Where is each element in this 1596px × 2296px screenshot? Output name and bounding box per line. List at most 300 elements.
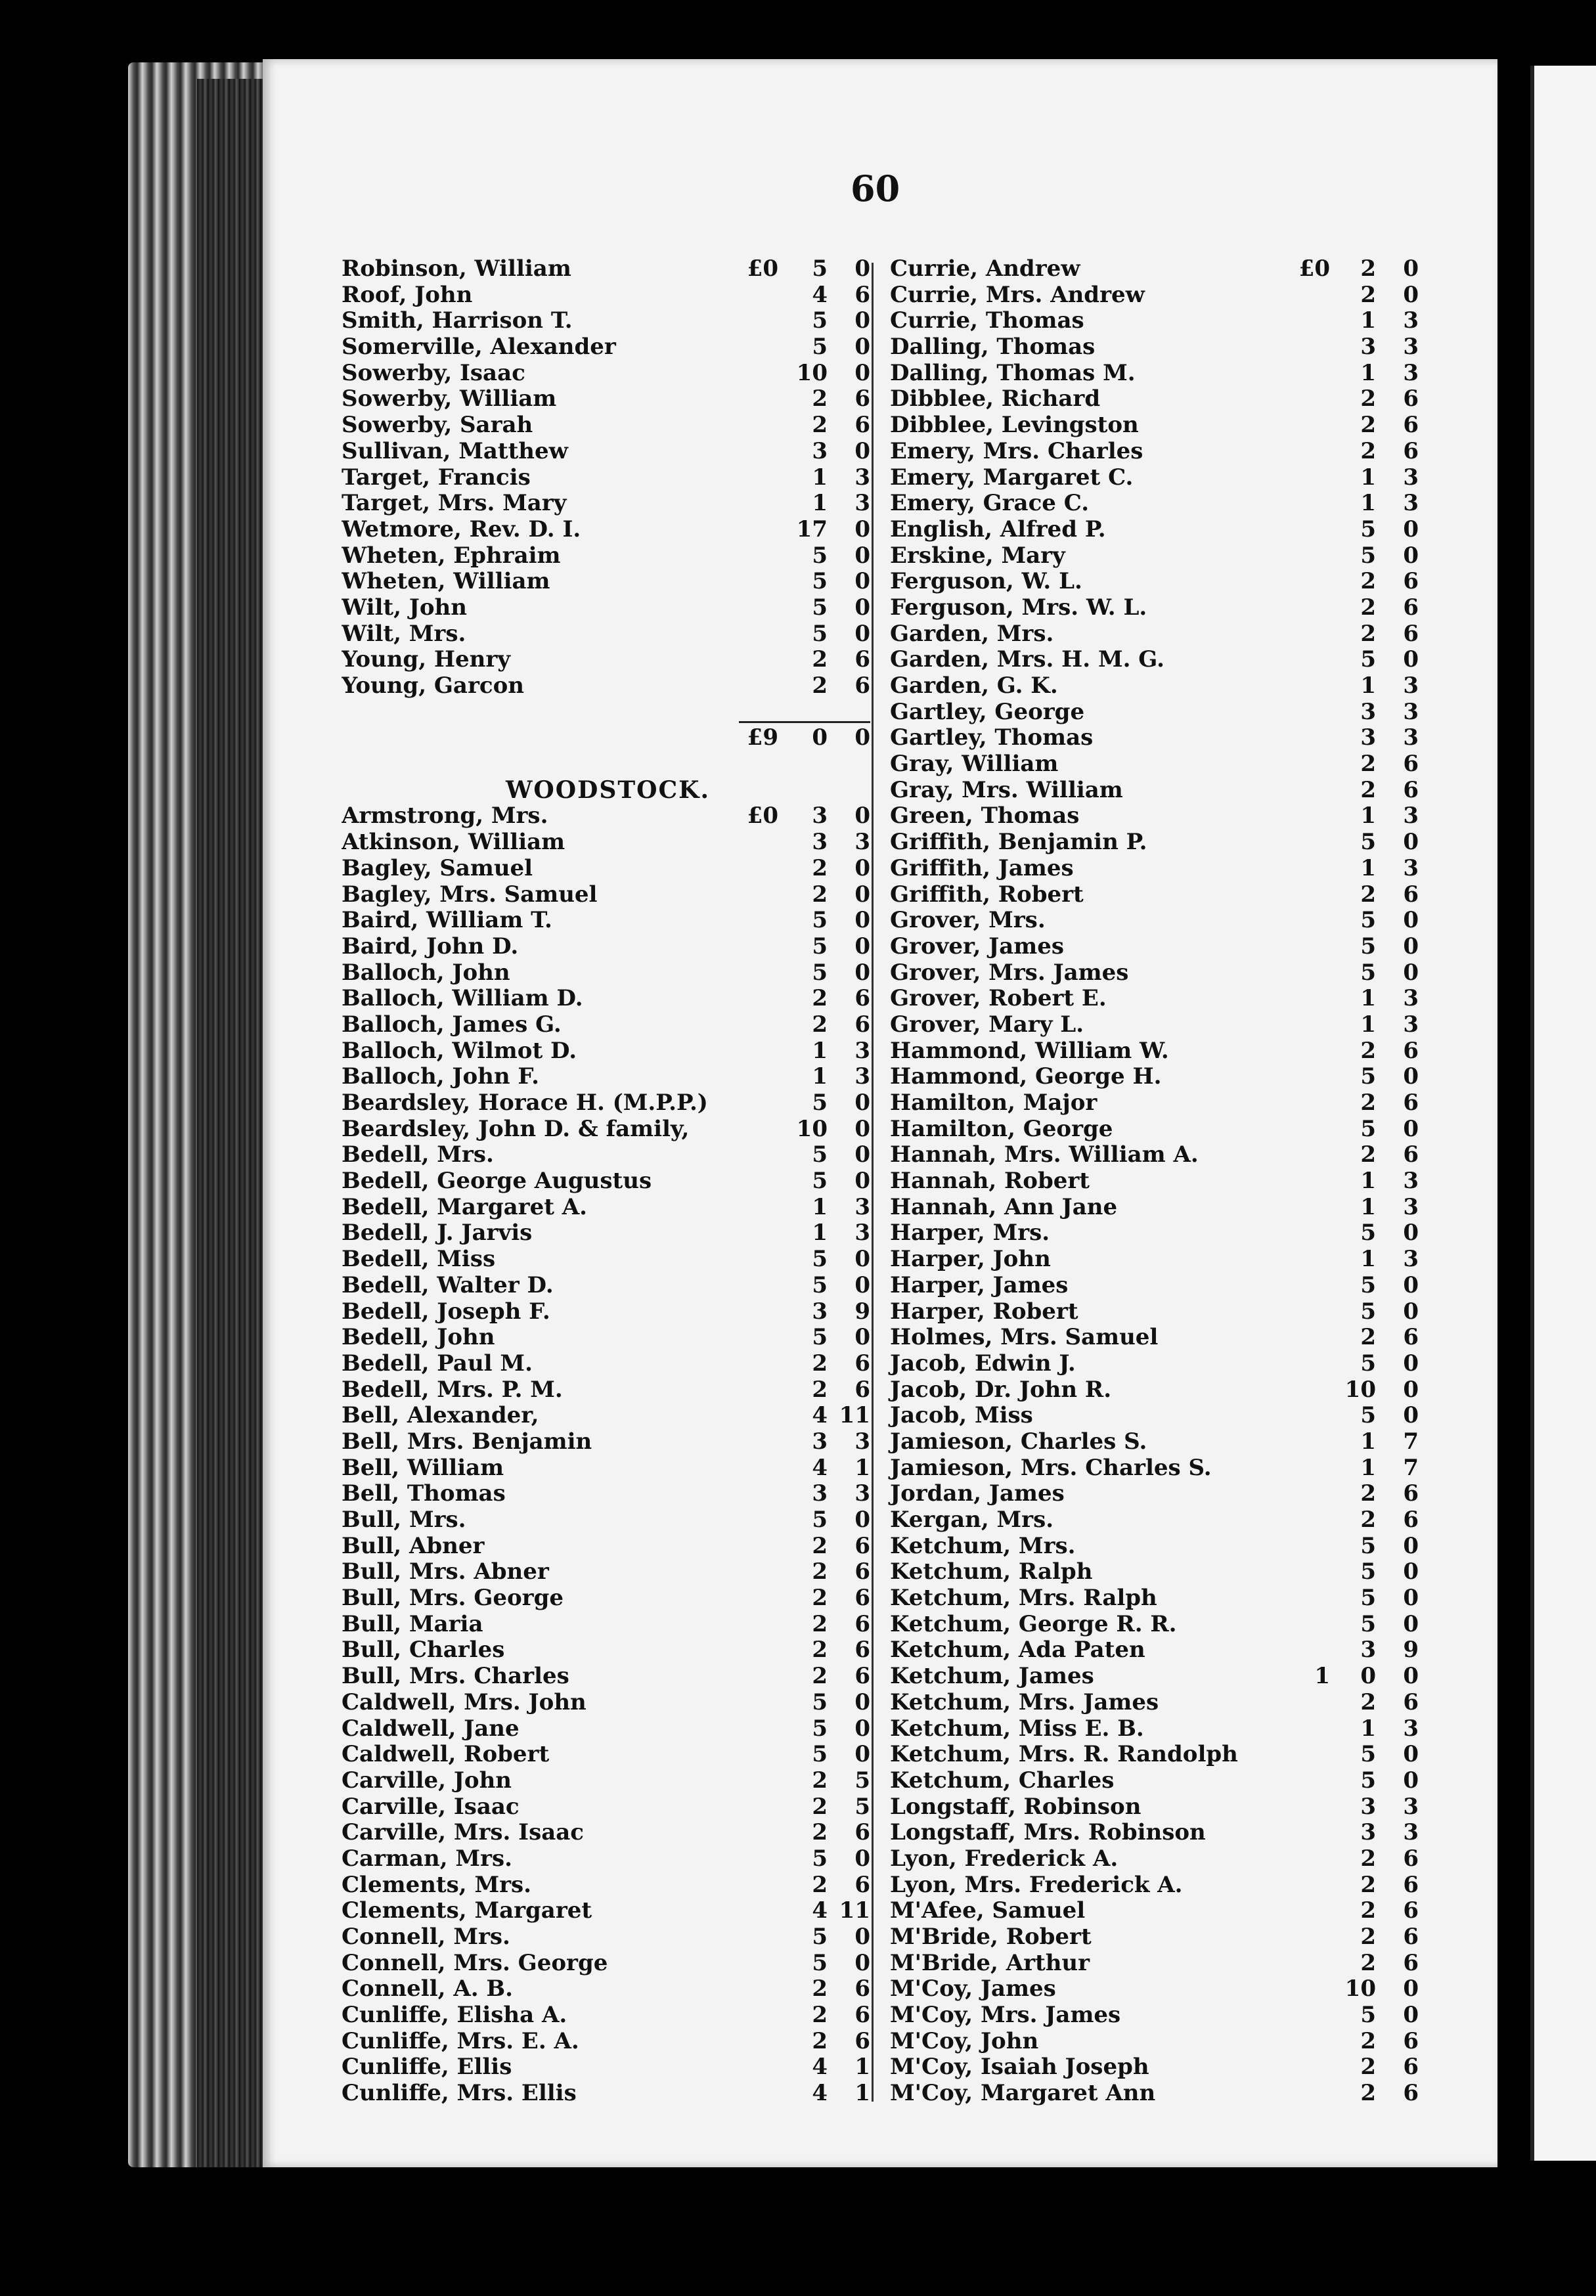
subscriber-name: Bedell, Joseph F.	[342, 1298, 550, 1325]
subscriber-name: Sullivan, Matthew	[342, 438, 568, 464]
amount-shillings: 4	[812, 2054, 828, 2081]
amount-shillings: 5	[1360, 933, 1376, 960]
amount-shillings: 3	[1360, 1637, 1376, 1664]
amount-shillings: 2	[1360, 437, 1376, 464]
subscriber-name: Hamilton, Major	[890, 1090, 1097, 1116]
subscriber-name: Balloch, John F.	[342, 1064, 539, 1090]
subscriber-name: Baird, John D.	[342, 933, 519, 960]
amount-pence: 0	[854, 307, 870, 334]
amount-shillings: 10	[1344, 1976, 1376, 2002]
amount-shillings: 2	[812, 854, 828, 881]
subscriber-name: Bedell, Walter D.	[342, 1272, 554, 1298]
subscriber-name: M'Bride, Arthur	[890, 1949, 1090, 1976]
amount-shillings: 5	[812, 1271, 828, 1298]
amount-pence: 6	[1403, 776, 1419, 803]
amount-shillings: 1	[1360, 1246, 1376, 1273]
amount-shillings: 2	[1360, 1689, 1376, 1715]
section-heading: WOODSTOCK.	[506, 776, 710, 804]
amount-pence: 3	[1403, 985, 1419, 1012]
amount-shillings: 1	[1360, 1011, 1376, 1038]
amount-pence: 6	[1403, 1689, 1419, 1715]
amount-shillings: 5	[812, 933, 828, 960]
amount-pence: 3	[854, 1037, 870, 1064]
amount-pence: 0	[854, 1715, 870, 1742]
subscriber-name: Balloch, James G.	[342, 1011, 562, 1038]
subscriber-name: M'Coy, Mrs. James	[890, 2002, 1121, 2029]
amount-pence: 0	[1403, 281, 1419, 308]
subscriber-name: Jordan, James	[890, 1480, 1065, 1507]
amount-pence: 6	[1403, 1949, 1419, 1976]
amount-shillings: 5	[812, 568, 828, 595]
amount-shillings: 2	[1360, 1871, 1376, 1898]
subscriber-name: Garden, Mrs. H. M. G.	[890, 646, 1164, 673]
amount-shillings: 2	[812, 1871, 828, 1898]
amount-pence: 0	[854, 1949, 870, 1976]
amount-pence: 0	[854, 255, 870, 282]
amount-pence: 0	[1403, 1741, 1419, 1768]
amount-pence: 6	[854, 1976, 870, 2002]
subscriber-name: Ketchum, Mrs. R. Randolph	[890, 1741, 1238, 1768]
amount-pence: 6	[854, 1585, 870, 1612]
amount-pounds: £0	[747, 803, 778, 829]
subscriber-name: Emery, Mrs. Charles	[890, 437, 1143, 464]
amount-shillings: 3	[1360, 698, 1376, 725]
subscriber-name: Bull, Mrs. Abner	[342, 1559, 549, 1585]
amount-shillings: 1	[1360, 985, 1376, 1012]
subscriber-name: Target, Mrs. Mary	[342, 491, 567, 517]
subscriber-name: Balloch, William D.	[342, 986, 583, 1012]
amount-pence: 0	[854, 594, 870, 621]
amount-shillings: 5	[1360, 907, 1376, 934]
amount-shillings: 5	[812, 1324, 828, 1351]
amount-shillings: 5	[1360, 1532, 1376, 1559]
subscriber-name: Hamilton, George	[890, 1115, 1113, 1142]
subscriber-name: Sowerby, Isaac	[342, 360, 525, 386]
subscriber-name: Robinson, William	[342, 256, 571, 282]
subscriber-name: Currie, Andrew	[890, 255, 1080, 282]
amount-shillings: 3	[1360, 1819, 1376, 1846]
amount-pence: 3	[1403, 334, 1419, 361]
amount-pence: 11	[839, 1897, 870, 1924]
subscriber-name: Longstaff, Robinson	[890, 1793, 1142, 1820]
amount-pence: 7	[1403, 1454, 1419, 1481]
amount-shillings: 1	[812, 1063, 828, 1090]
subscriber-name: Hannah, Mrs. William A.	[890, 1141, 1199, 1168]
amount-shillings: 1	[1360, 307, 1376, 334]
subscriber-name: Grover, Mrs. James	[890, 959, 1129, 986]
amount-shillings: 5	[812, 334, 828, 361]
amount-shillings: 2	[812, 985, 828, 1012]
subscriber-name: Harper, Robert	[890, 1298, 1078, 1325]
amount-pence: 3	[1403, 490, 1419, 517]
amount-shillings: 2	[812, 1585, 828, 1612]
amount-shillings: 5	[812, 1924, 828, 1950]
subscriber-name: Garden, Mrs.	[890, 620, 1054, 647]
subscriber-name: Wilt, John	[342, 594, 468, 621]
amount-pence: 0	[854, 933, 870, 960]
amount-shillings: 1	[812, 1037, 828, 1064]
amount-shillings: 3	[812, 437, 828, 464]
amount-pence: 0	[1403, 516, 1419, 542]
amount-shillings: 1	[1360, 803, 1376, 829]
amount-pence: 6	[854, 386, 870, 412]
amount-pence: 0	[1403, 1298, 1419, 1325]
amount-pence: 6	[1403, 1924, 1419, 1950]
amount-pence: 0	[1403, 1532, 1419, 1559]
amount-pence: 6	[854, 412, 870, 439]
subscriber-name: Ketchum, Mrs. Ralph	[890, 1585, 1157, 1612]
amount-pence: 3	[1403, 698, 1419, 725]
amount-pence: 3	[1403, 1193, 1419, 1220]
amount-shillings: 3	[812, 1480, 828, 1507]
amount-pence: 11	[839, 1402, 870, 1429]
amount-shillings: 5	[1360, 1558, 1376, 1585]
amount-pence: 0	[854, 1924, 870, 1950]
amount-pence: 6	[854, 1558, 870, 1585]
amount-pence: 3	[854, 1480, 870, 1507]
subscriber-name: Carville, Mrs. Isaac	[342, 1820, 584, 1846]
amount-pence: 0	[854, 1507, 870, 1533]
amount-shillings: 3	[1360, 1793, 1376, 1820]
amount-shillings: 1	[1360, 854, 1376, 881]
subscriber-name: Gartley, Thomas	[890, 724, 1094, 751]
subscriber-name: Harper, Mrs.	[890, 1220, 1050, 1247]
amount-pence: 0	[1403, 1271, 1419, 1298]
amount-pence: 6	[854, 1871, 870, 1898]
amount-shillings: 2	[812, 386, 828, 412]
amount-pence: 3	[1403, 724, 1419, 751]
subscriber-name: Beardsley, John D. & family,	[342, 1116, 690, 1142]
subscriber-name: Griffith, James	[890, 854, 1074, 881]
amount-shillings: 5	[812, 1845, 828, 1872]
amount-pence: 0	[1403, 1663, 1419, 1690]
amount-shillings: 2	[812, 1767, 828, 1794]
amount-pence: 3	[1403, 1819, 1419, 1846]
subscriber-name: Bagley, Samuel	[342, 855, 533, 881]
subscriber-name: Bell, Thomas	[342, 1481, 506, 1507]
subscriber-name: Bull, Abner	[342, 1533, 485, 1559]
subscriber-name: Ketchum, Charles	[890, 1767, 1115, 1794]
amount-pence: 0	[854, 1324, 870, 1351]
amount-pence: 0	[1403, 1610, 1419, 1637]
amount-pence: 6	[1403, 881, 1419, 908]
subscriber-name: Smith, Harrison T.	[342, 308, 573, 334]
amount-shillings: 4	[812, 1897, 828, 1924]
amount-shillings: 1	[1360, 1715, 1376, 1742]
amount-pence: 6	[1403, 2054, 1419, 2081]
amount-shillings: 3	[812, 1298, 828, 1325]
subscriber-name: Caldwell, Mrs. John	[342, 1689, 587, 1715]
subscriber-name: Armstrong, Mrs.	[342, 803, 548, 829]
amount-pence: 6	[854, 985, 870, 1012]
amount-pence: 3	[1403, 673, 1419, 699]
subscriber-name: Ketchum, Mrs. James	[890, 1689, 1159, 1715]
subscriber-name: Balloch, Wilmot D.	[342, 1038, 577, 1064]
amount-pence: 6	[1403, 568, 1419, 595]
amount-shillings: 5	[812, 620, 828, 647]
subscriber-name: Wetmore, Rev. D. I.	[342, 516, 581, 542]
amount-shillings: 2	[1360, 255, 1376, 282]
amount-shillings: 2	[812, 1793, 828, 1820]
subscriber-name: Cunliffe, Elisha A.	[342, 2002, 567, 2029]
subscriber-name: Hannah, Robert	[890, 1168, 1090, 1195]
subscriber-name: Ketchum, Ada Paten	[890, 1637, 1145, 1664]
subscriber-name: Currie, Thomas	[890, 307, 1084, 334]
amount-pence: 6	[1403, 2080, 1419, 2107]
subscriber-name: Carville, John	[342, 1767, 512, 1794]
amount-shillings: 2	[812, 1350, 828, 1377]
amount-pence: 0	[854, 1246, 870, 1273]
amount-shillings: 2	[812, 1663, 828, 1690]
amount-pence: 6	[854, 1637, 870, 1664]
amount-pence: 5	[854, 1767, 870, 1794]
subscriber-name: Sowerby, Sarah	[342, 412, 533, 439]
amount-shillings: 2	[1360, 2080, 1376, 2107]
amount-pence: 0	[854, 568, 870, 595]
amount-pence: 0	[854, 620, 870, 647]
subscriber-name: Sowerby, William	[342, 386, 557, 412]
amount-shillings: 2	[1360, 568, 1376, 595]
page-number: 60	[851, 167, 900, 210]
amount-pence: 0	[1403, 1115, 1419, 1142]
amount-shillings: 4	[812, 1454, 828, 1481]
amount-pence: 0	[854, 881, 870, 908]
subscriber-name: Grover, James	[890, 933, 1064, 960]
subscriber-name: Roof, John	[342, 282, 473, 308]
amount-shillings: 4	[812, 1402, 828, 1429]
amount-pence: 6	[1403, 386, 1419, 412]
subscriber-name: Dibblee, Levingston	[890, 412, 1139, 439]
subscriber-name: Connell, Mrs.	[342, 1924, 510, 1950]
amount-pence: 6	[1403, 1480, 1419, 1507]
subscriber-name: M'Coy, Isaiah Joseph	[890, 2054, 1149, 2081]
amount-pence: 0	[854, 724, 870, 751]
subscriber-name: Bell, Alexander,	[342, 1403, 539, 1429]
amount-shillings: 2	[812, 1819, 828, 1846]
amount-pence: 6	[1403, 751, 1419, 778]
subscriber-name: Jamieson, Mrs. Charles S.	[890, 1454, 1212, 1481]
amount-pence: 0	[854, 437, 870, 464]
subscriber-name: Bedell, J. Jarvis	[342, 1220, 533, 1247]
amount-shillings: 10	[1344, 1376, 1376, 1403]
subscriber-name: Somerville, Alexander	[342, 334, 616, 361]
subscriber-name: M'Afee, Samuel	[890, 1897, 1086, 1924]
amount-pence: 3	[1403, 1246, 1419, 1273]
subscriber-name: Dalling, Thomas	[890, 334, 1096, 361]
amount-shillings: 2	[812, 2002, 828, 2029]
amount-pence: 0	[1403, 1376, 1419, 1403]
amount-pence: 0	[854, 1271, 870, 1298]
amount-pence: 0	[854, 1741, 870, 1768]
subscriber-name: Kergan, Mrs.	[890, 1507, 1054, 1533]
amount-pence: 6	[1403, 2027, 1419, 2054]
amount-shillings: 2	[1360, 751, 1376, 778]
subscriber-name: Grover, Mrs.	[890, 907, 1046, 934]
subscriber-name: Griffith, Benjamin P.	[890, 829, 1147, 856]
amount-pence: 0	[854, 854, 870, 881]
subscriber-name: Bull, Mrs.	[342, 1507, 466, 1533]
amount-pence: 6	[1403, 594, 1419, 621]
amount-pence: 3	[1403, 464, 1419, 491]
subscriber-name: Dalling, Thomas M.	[890, 359, 1136, 386]
amount-pence: 3	[854, 1220, 870, 1247]
amount-pence: 6	[854, 1663, 870, 1690]
column-divider	[872, 263, 874, 2102]
amount-pounds: £0	[747, 255, 778, 282]
subscriber-name: Young, Henry	[342, 647, 511, 673]
amount-shillings: 1	[812, 490, 828, 517]
amount-pence: 6	[1403, 1037, 1419, 1064]
amount-pence: 3	[1403, 1793, 1419, 1820]
amount-shillings: 5	[1360, 646, 1376, 673]
subscriber-name: Bull, Mrs. George	[342, 1585, 564, 1612]
subscriber-name: Bedell, Paul M.	[342, 1350, 533, 1377]
subscriber-name: Wheten, William	[342, 569, 550, 595]
amount-shillings: 2	[812, 673, 828, 699]
amount-pence: 0	[854, 907, 870, 934]
subscriber-name: Jacob, Edwin J.	[890, 1350, 1076, 1377]
amount-pence: 7	[1403, 1428, 1419, 1455]
subscriber-name: Gartley, George	[890, 698, 1085, 725]
subscriber-name: Balloch, John	[342, 960, 510, 986]
amount-pence: 0	[854, 959, 870, 986]
amount-shillings: 2	[1360, 1037, 1376, 1064]
amount-pence: 6	[1403, 1324, 1419, 1351]
amount-shillings: 2	[812, 2027, 828, 2054]
amount-pence: 3	[854, 464, 870, 491]
subscriber-name: Cunliffe, Mrs. E. A.	[342, 2028, 579, 2054]
subscriber-name: English, Alfred P.	[890, 516, 1106, 542]
amount-shillings: 5	[1360, 1298, 1376, 1325]
amount-shillings: 5	[1360, 1271, 1376, 1298]
subscriber-name: Griffith, Robert	[890, 881, 1084, 908]
amount-shillings: 1	[812, 1220, 828, 1247]
amount-pence: 6	[854, 2027, 870, 2054]
amount-pounds: £9	[747, 724, 778, 751]
amount-pence: 6	[1403, 1871, 1419, 1898]
amount-pence: 6	[1403, 1897, 1419, 1924]
amount-shillings: 5	[1360, 1350, 1376, 1377]
amount-pence: 6	[1403, 1845, 1419, 1872]
amount-shillings: 1	[1360, 673, 1376, 699]
amount-shillings: 0	[812, 724, 828, 751]
amount-pence: 0	[1403, 1767, 1419, 1794]
amount-shillings: 2	[1360, 1845, 1376, 1872]
subscriber-name: Connell, Mrs. George	[342, 1950, 608, 1976]
amount-shillings: 3	[812, 803, 828, 829]
amount-shillings: 2	[1360, 386, 1376, 412]
amount-shillings: 5	[1360, 1741, 1376, 1768]
amount-shillings: 4	[812, 281, 828, 308]
amount-shillings: 2	[812, 1610, 828, 1637]
amount-shillings: 10	[796, 359, 828, 386]
subscriber-name: Young, Garcon	[342, 673, 524, 699]
amount-pence: 0	[854, 1845, 870, 1872]
amount-pence: 3	[854, 829, 870, 856]
amount-pence: 6	[854, 1350, 870, 1377]
subscriber-name: Bedell, Mrs.	[342, 1142, 494, 1168]
amount-pounds: £0	[1298, 255, 1330, 282]
subscriber-name: Emery, Margaret C.	[890, 464, 1134, 491]
subscriber-name: Grover, Mary L.	[890, 1011, 1084, 1038]
subscriber-name: Bedell, Miss	[342, 1247, 496, 1273]
amount-shillings: 5	[812, 1141, 828, 1168]
amount-pence: 6	[854, 1532, 870, 1559]
subscriber-name: Ketchum, Ralph	[890, 1558, 1093, 1585]
amount-pence: 3	[854, 1428, 870, 1455]
subscriber-name: Lyon, Mrs. Frederick A.	[890, 1871, 1183, 1898]
subscriber-name: Cunliffe, Mrs. Ellis	[342, 2081, 577, 2107]
amount-pence: 3	[1403, 1715, 1419, 1742]
amount-shillings: 2	[812, 1376, 828, 1403]
amount-pence: 3	[1403, 1168, 1419, 1195]
amount-shillings: 1	[1360, 359, 1376, 386]
amount-pence: 6	[854, 281, 870, 308]
subscriber-name: Bedell, George Augustus	[342, 1168, 652, 1195]
subscriber-name: Jamieson, Charles S.	[890, 1428, 1147, 1455]
amount-shillings: 5	[812, 907, 828, 934]
amount-shillings: 2	[812, 881, 828, 908]
amount-pence: 9	[854, 1298, 870, 1325]
amount-shillings: 5	[812, 542, 828, 569]
amount-pence: 3	[1403, 359, 1419, 386]
amount-shillings: 0	[1360, 1663, 1376, 1690]
amount-pence: 0	[1403, 1220, 1419, 1247]
amount-pence: 0	[1403, 1558, 1419, 1585]
amount-pence: 0	[1403, 1063, 1419, 1090]
amount-pence: 0	[1403, 1350, 1419, 1377]
amount-pence: 0	[854, 1141, 870, 1168]
amount-shillings: 5	[812, 255, 828, 282]
subscriber-name: Connell, A. B.	[342, 1976, 513, 2002]
amount-shillings: 2	[812, 1558, 828, 1585]
amount-shillings: 2	[1360, 1897, 1376, 1924]
subscriber-name: Harper, James	[890, 1271, 1069, 1298]
amount-pence: 0	[1403, 542, 1419, 569]
amount-pence: 0	[854, 542, 870, 569]
amount-shillings: 2	[1360, 776, 1376, 803]
amount-shillings: 5	[812, 307, 828, 334]
amount-shillings: 5	[812, 1715, 828, 1742]
amount-pence: 0	[1403, 2002, 1419, 2029]
amount-shillings: 5	[1360, 1063, 1376, 1090]
subscriber-name: Dibblee, Richard	[890, 386, 1101, 412]
subscriber-name: Jacob, Dr. John R.	[890, 1376, 1112, 1403]
amount-shillings: 5	[1360, 1767, 1376, 1794]
amount-shillings: 2	[1360, 1090, 1376, 1116]
amount-pence: 6	[1403, 1141, 1419, 1168]
subscriber-name: Atkinson, William	[342, 829, 565, 856]
amount-shillings: 4	[812, 2080, 828, 2107]
amount-pence: 0	[1403, 1976, 1419, 2002]
subscriber-name: Bell, Mrs. Benjamin	[342, 1428, 592, 1455]
amount-shillings: 2	[1360, 881, 1376, 908]
subscriber-name: M'Bride, Robert	[890, 1924, 1092, 1950]
amount-shillings: 2	[1360, 1141, 1376, 1168]
subscriber-name: Bull, Charles	[342, 1637, 505, 1664]
amount-shillings: 1	[1360, 1428, 1376, 1455]
subscriber-name: Wheten, Ephraim	[342, 542, 561, 569]
subscriber-name: Garden, G. K.	[890, 673, 1058, 699]
amount-pence: 0	[1403, 1585, 1419, 1612]
subscriber-name: Bedell, John	[342, 1325, 495, 1351]
subscriber-name: Carman, Mrs.	[342, 1845, 512, 1872]
amount-pence: 0	[854, 1168, 870, 1195]
amount-shillings: 5	[812, 1741, 828, 1768]
subscriber-name: Target, Francis	[342, 464, 531, 491]
amount-pence: 0	[854, 1689, 870, 1715]
amount-shillings: 5	[1360, 1610, 1376, 1637]
